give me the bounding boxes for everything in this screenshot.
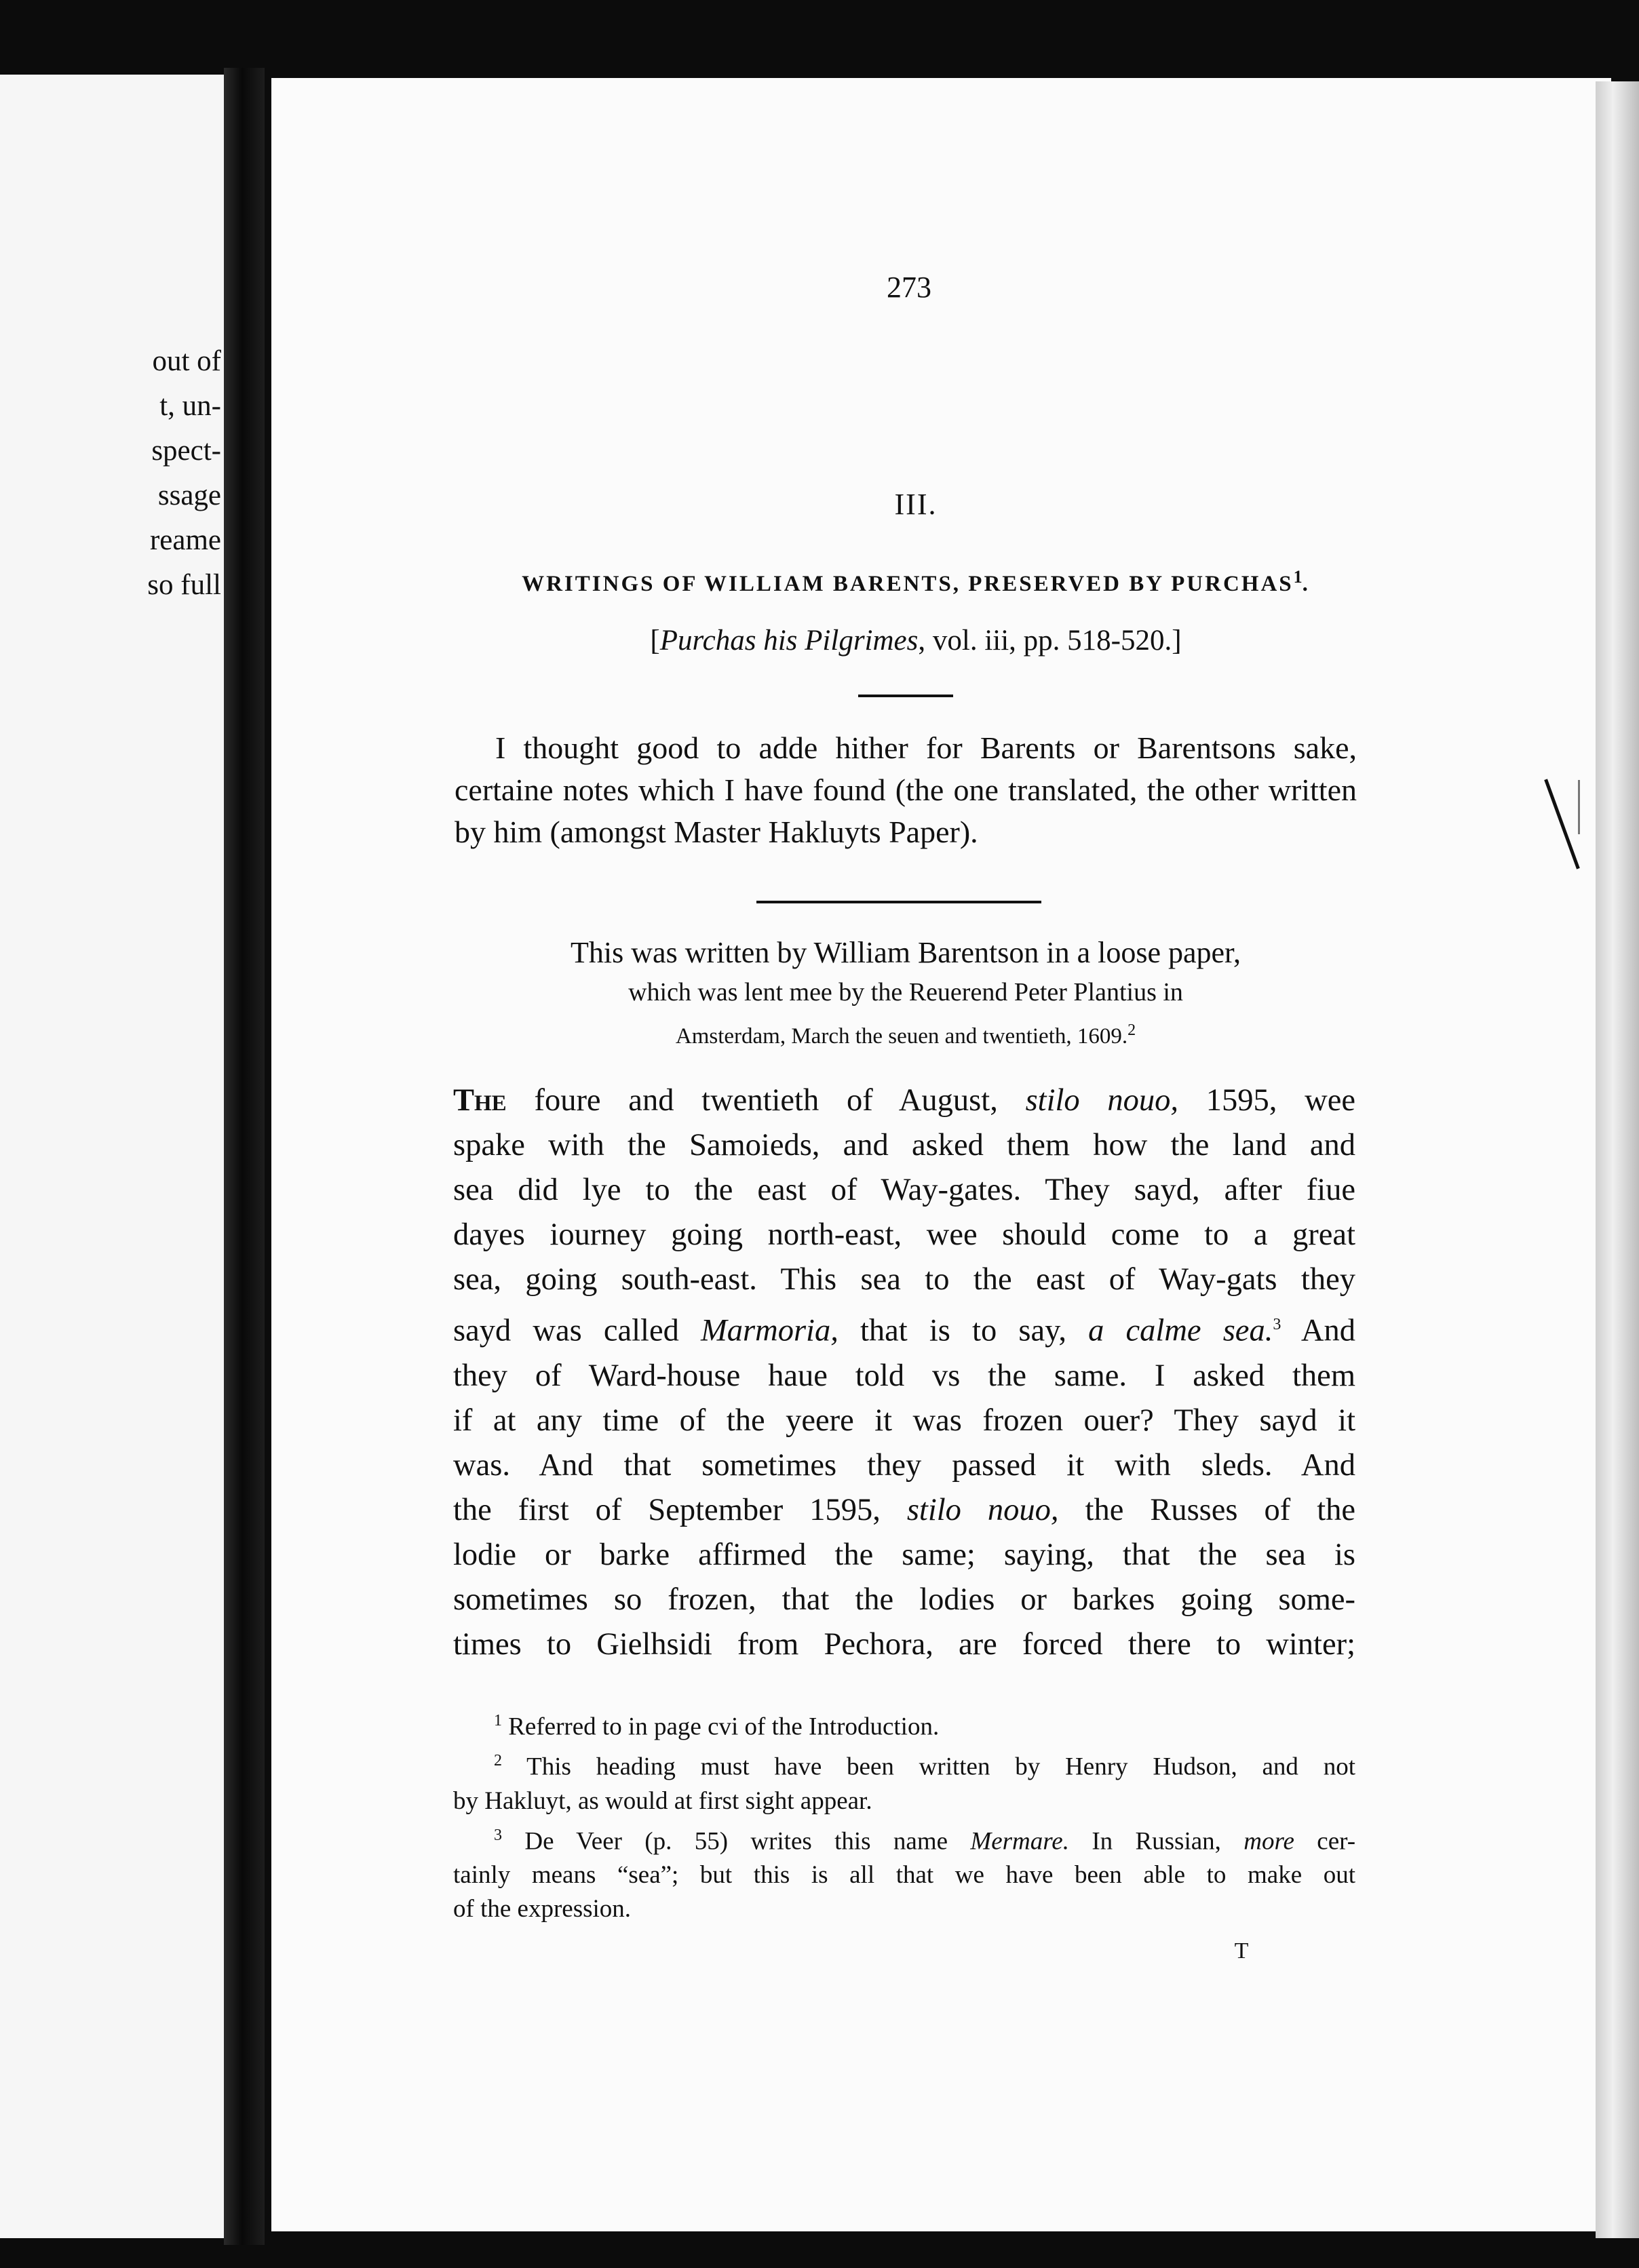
footnote-marker: 3 xyxy=(494,1826,502,1844)
body-line: times to Gielhsidi from Pechora, are forced there to winter; xyxy=(453,1626,1355,1662)
footnote-ref: 1 xyxy=(1293,567,1303,587)
footnote-marker: 1 xyxy=(494,1712,502,1729)
source-citation xyxy=(556,624,1275,657)
body-text: And xyxy=(1300,1313,1356,1348)
footnote-italic: Mermare. xyxy=(970,1826,1069,1855)
footnotes xyxy=(453,1704,1355,1926)
body-text: the first of September 1595, xyxy=(453,1492,881,1527)
body-line xyxy=(453,1302,1355,1354)
footnote-ref: 3 xyxy=(1273,1316,1281,1333)
left-page-line: reame xyxy=(149,524,221,556)
footnote-text: This heading must have been written by Henry Hudson, and not xyxy=(526,1753,1355,1781)
body-line: if at any time of the yeere it was frozen ouer? They sayd it xyxy=(453,1403,1355,1438)
left-page-line: so full xyxy=(147,569,221,601)
footnote-3-cont: of the expression. xyxy=(453,1894,632,1923)
footnote-text: In Russian, xyxy=(1092,1826,1221,1855)
heading-line xyxy=(448,1011,1364,1055)
page-number: 273 xyxy=(887,271,931,304)
scan-mark xyxy=(1578,780,1580,834)
body-text: sayd was called xyxy=(453,1313,679,1348)
body-line: lodie or barke affirmed the same; saying, that the sea is xyxy=(453,1537,1355,1572)
footnote-1 xyxy=(453,1704,1355,1744)
body-line: dayes iourney going north-east, wee should come to a great xyxy=(453,1217,1355,1252)
footnote-text: cer- xyxy=(1317,1826,1356,1855)
body-line: was. And that sometimes they passed it with sleds. And xyxy=(453,1447,1355,1483)
heading-line: This was written by William Barentson in a loose paper, xyxy=(571,936,1241,969)
divider-rule xyxy=(858,695,953,697)
footnote-marker: 2 xyxy=(494,1752,502,1770)
letter-heading xyxy=(448,933,1364,1055)
left-facing-page xyxy=(0,75,224,2238)
footnote-text: De Veer (p. 55) writes this name xyxy=(524,1826,948,1855)
body-line: sea, going south-east. This sea to the east of Way-gats they xyxy=(453,1262,1355,1297)
body-line: sometimes so frozen, that the lodies or barkes going some- xyxy=(453,1582,1355,1617)
body-italic: a calme sea. xyxy=(1088,1313,1273,1348)
body-line xyxy=(453,1488,1355,1533)
body-text: the Russes of the xyxy=(1085,1492,1356,1527)
body-text: that is to say, xyxy=(860,1313,1066,1348)
body-italic: Marmoria, xyxy=(701,1313,838,1348)
footnote-2 xyxy=(453,1744,1355,1784)
body-italic: stilo nouo, xyxy=(906,1492,1059,1527)
citation-details: , vol. iii, pp. 518-520.] xyxy=(918,625,1182,657)
left-page-line: ssage xyxy=(157,480,221,511)
body-line: sea did lye to the east of Way-gates. They sayd, after fiue xyxy=(453,1173,1355,1207)
footnote-italic: more xyxy=(1243,1826,1294,1855)
citation-bracket: [ xyxy=(650,625,660,657)
body-paragraph xyxy=(453,1078,1355,1667)
body-text: 1595, wee xyxy=(1206,1083,1356,1118)
part-number: III. xyxy=(894,488,938,521)
heading-line: which was lent mee by the Reuerend Peter Plantius in xyxy=(628,978,1183,1006)
footnote-3 xyxy=(453,1818,1355,1858)
left-page-line: out of xyxy=(152,345,221,377)
body-line xyxy=(453,1078,1355,1123)
body-first-word: The xyxy=(453,1083,507,1118)
heading-line-text: Amsterdam, March the seuen and twentieth, 1609. xyxy=(675,1024,1128,1049)
body-italic: stilo nouo, xyxy=(1025,1083,1179,1118)
footnote-text: Referred to in page cvi of the Introduction. xyxy=(508,1713,940,1741)
footnote-ref: 2 xyxy=(1127,1021,1136,1039)
section-title-text: WRITINGS OF WILLIAM BARENTS, PRESERVED BY PURCHAS xyxy=(522,572,1294,596)
citation-work-title: Purchas his Pilgrimes xyxy=(659,625,919,657)
left-page-line: t, un- xyxy=(159,390,221,422)
signature-mark: T xyxy=(1234,1938,1249,1963)
left-page-line: spect- xyxy=(151,435,221,467)
footnote-2-cont: by Hakluyt, as would at first sight appear. xyxy=(453,1786,872,1815)
divider-rule xyxy=(756,901,1041,903)
intro-paragraph: I thought good to adde hither for Barents or Barentsons sake, certaine notes which I have found (the one translated, the other written by him (amongst Master Hakluyts Paper). xyxy=(455,730,1357,849)
body-line: spake with the Samoieds, and asked them how the land and xyxy=(453,1128,1355,1162)
page-edge xyxy=(1596,81,1639,2238)
body-text: foure and twentieth of August, xyxy=(534,1083,998,1118)
footnote-3-cont: tainly means “sea”; but this is all that we have been able to make out xyxy=(453,1860,1355,1889)
section-title: WRITINGS OF WILLIAM BARENTS, PRESERVED BY PURCHAS$^1$. xyxy=(522,567,1310,596)
body-line: they of Ward-house haue told vs the same. I asked them xyxy=(453,1358,1355,1393)
book-gutter xyxy=(224,68,265,2245)
